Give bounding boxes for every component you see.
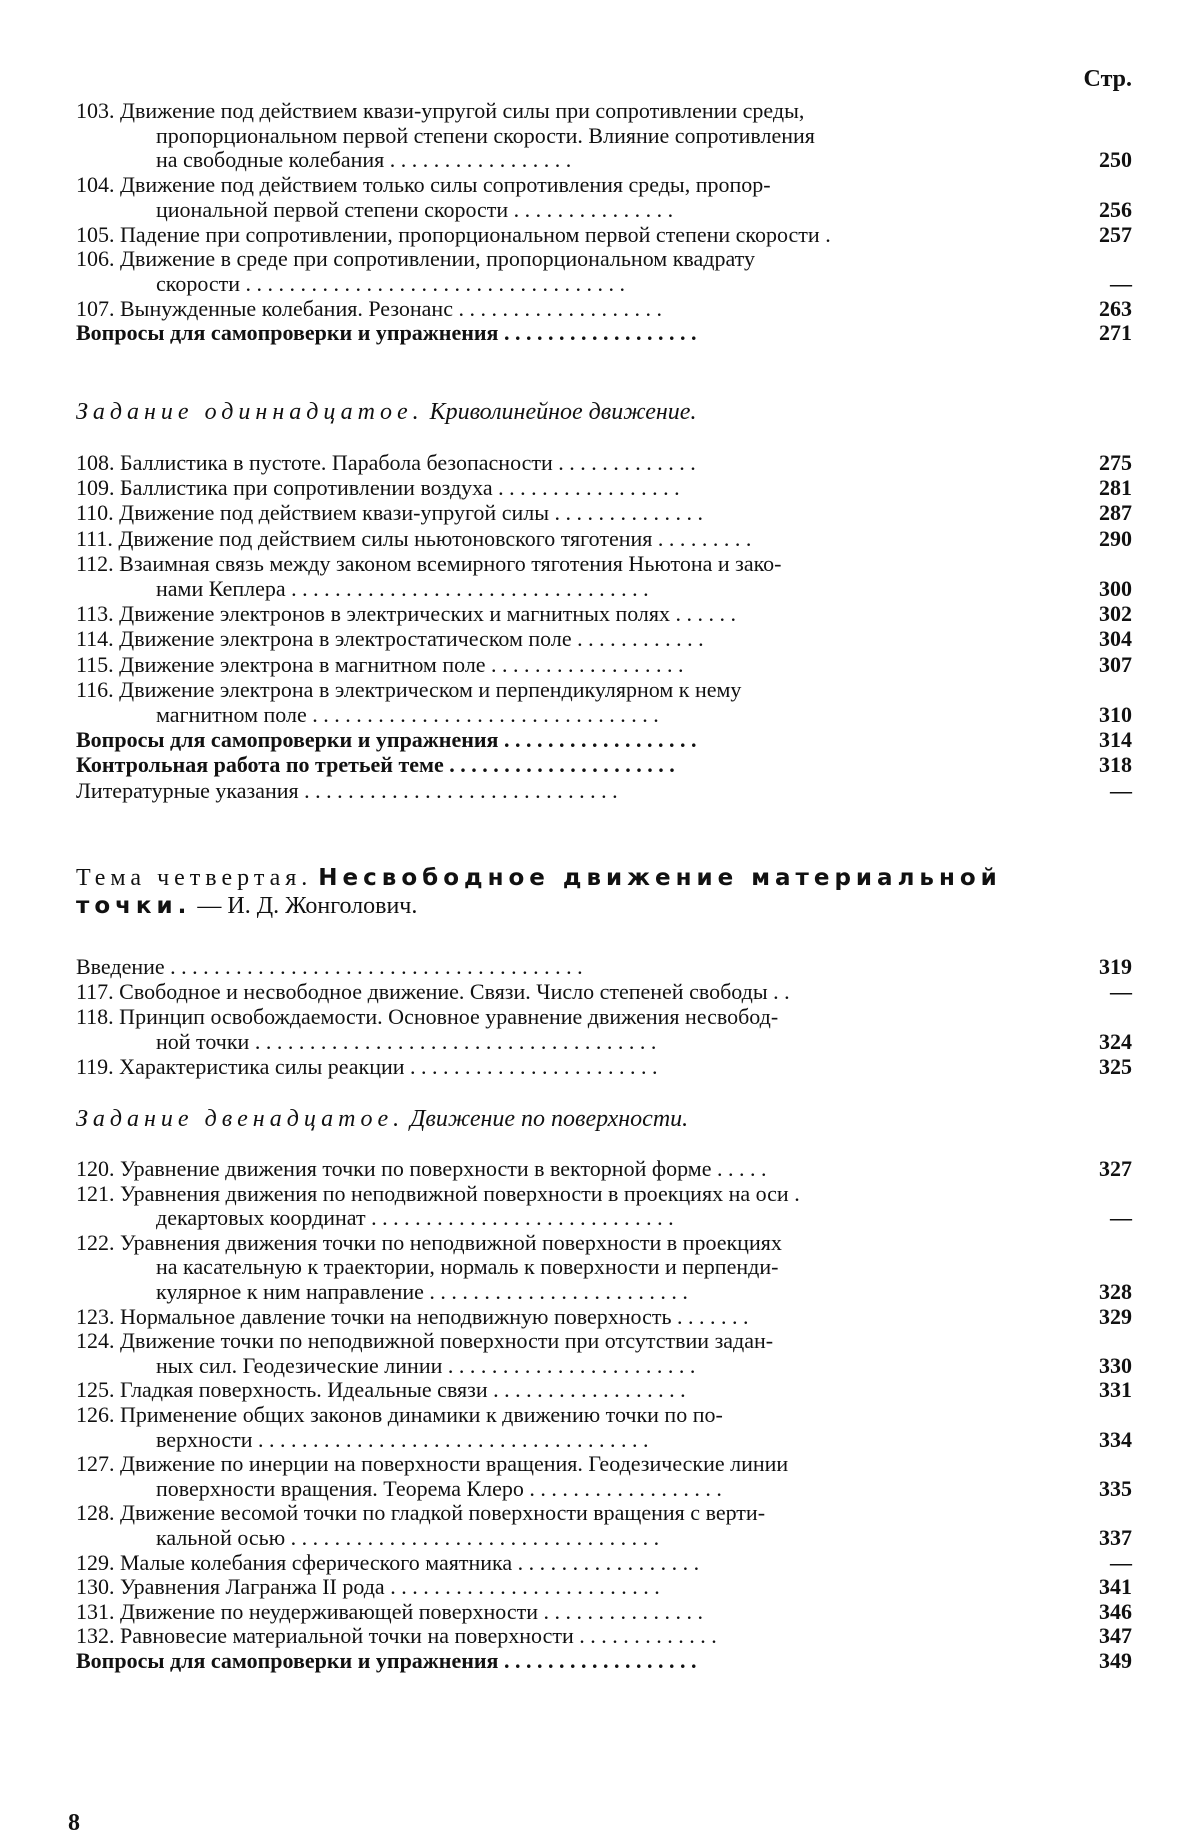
toc-entry-page: 341 bbox=[1099, 1574, 1132, 1600]
toc-entry-text: Литературные указания . . . . . . . . . . . . . . . . . . . . . . . . . . . . . bbox=[76, 777, 618, 803]
toc-entry-text: на касательную к траектории, нормаль к поверхности и перпенди- bbox=[156, 1254, 779, 1280]
toc-entry bbox=[0, 979, 1200, 1005]
toc-entry-page: — bbox=[1110, 1205, 1132, 1231]
theme-label: Тема четвертая. bbox=[76, 865, 313, 891]
toc-entry-text: Вопросы для самопроверки и упражнения . . . . . . . . . . . . . . . . . . bbox=[76, 727, 697, 753]
theme-title-cont: точки. bbox=[76, 893, 192, 919]
toc-entry bbox=[0, 500, 1200, 526]
toc-entry bbox=[0, 1353, 1200, 1379]
toc-entry bbox=[0, 1279, 1200, 1305]
toc-entry-text: 105. Падение при сопротивлении, пропорциональном первой степени скорости . bbox=[76, 221, 831, 247]
toc-entry bbox=[0, 1328, 1200, 1354]
page-column-header: Стр. bbox=[1083, 66, 1132, 92]
toc-entry-text: 109. Баллистика при сопротивлении воздуха . . . . . . . . . . . . . . . . . bbox=[76, 475, 680, 501]
toc-entry-text: 117. Свободное и несвободное движение. Связи. Число степеней свободы . . bbox=[76, 979, 790, 1004]
toc-entry-page: 256 bbox=[1099, 196, 1132, 222]
toc-entry-text: нами Кеплера . . . . . . . . . . . . . . . . . . . . . . . . . . . . . . . . . bbox=[156, 576, 649, 601]
page-number: 8 bbox=[68, 1810, 80, 1836]
toc-entry-page: 304 bbox=[1099, 626, 1132, 652]
toc-entry-page: 302 bbox=[1099, 601, 1132, 627]
toc-entry bbox=[0, 1377, 1200, 1403]
toc-entry bbox=[0, 1156, 1200, 1182]
toc-entry bbox=[0, 222, 1200, 248]
toc-entry-text: 129. Малые колебания сферического маятника . . . . . . . . . . . . . . . . . bbox=[76, 1549, 700, 1575]
toc-entry bbox=[0, 147, 1200, 173]
toc-entry-page: 263 bbox=[1099, 295, 1132, 321]
toc-entry-page: 337 bbox=[1099, 1525, 1132, 1550]
toc-entry-text: кальной осью . . . . . . . . . . . . . . . . . . . . . . . . . . . . . . . . . . bbox=[156, 1525, 660, 1550]
toc-entry bbox=[0, 271, 1200, 297]
toc-entry-text: 126. Применение общих законов динамики к движению точки по по- bbox=[76, 1402, 723, 1427]
toc-entry-text: 103. Движение под действием квази-упругой силы при сопротивлении среды, bbox=[76, 98, 805, 123]
toc-entry-page: 319 bbox=[1099, 954, 1132, 979]
toc-entry bbox=[0, 320, 1200, 346]
toc-entry bbox=[0, 296, 1200, 322]
theme-heading-line2 bbox=[76, 892, 1136, 920]
toc-entry-text: на свободные колебания . . . . . . . . . . . . . . . . . bbox=[156, 147, 572, 173]
toc-entry-page: 307 bbox=[1099, 651, 1132, 677]
toc-entry bbox=[0, 1476, 1200, 1502]
section-title: Движение по поверхности. bbox=[410, 1106, 689, 1132]
toc-entry-page: 290 bbox=[1099, 525, 1132, 551]
toc-entry bbox=[0, 1205, 1200, 1231]
toc-entry bbox=[0, 1402, 1200, 1428]
toc-entry-text: Вопросы для самопроверки и упражнения . . . . . . . . . . . . . . . . . . bbox=[76, 1648, 697, 1673]
toc-entry-text: 121. Уравнения движения по неподвижной поверхности в проекциях на оси . bbox=[76, 1180, 800, 1206]
toc-entry bbox=[0, 1230, 1200, 1256]
toc-entry-text: 132. Равновесие материальной точки на поверхности . . . . . . . . . . . . . bbox=[76, 1623, 717, 1649]
toc-entry bbox=[0, 601, 1200, 627]
toc-entry-text: 111. Движение под действием силы ньютоновского тяготения . . . . . . . . . bbox=[76, 525, 752, 551]
toc-entry bbox=[0, 1451, 1200, 1477]
toc-entry-page: 314 bbox=[1099, 727, 1132, 753]
toc-entry-text: 122. Уравнения движения точки по неподвижной поверхности в проекциях bbox=[76, 1229, 782, 1255]
toc-entry bbox=[0, 652, 1200, 678]
toc-entry-text: 119. Характеристика силы реакции . . . . . . . . . . . . . . . . . . . . . . . bbox=[76, 1054, 658, 1079]
toc-entry bbox=[0, 1525, 1200, 1551]
toc-entry-text: ной точки . . . . . . . . . . . . . . . . . . . . . . . . . . . . . . . . . . . . . bbox=[156, 1029, 657, 1054]
toc-entry bbox=[0, 526, 1200, 552]
toc-entry-page: 335 bbox=[1099, 1475, 1132, 1501]
toc-entry-page: 310 bbox=[1099, 702, 1132, 727]
toc-entry-page: 287 bbox=[1099, 500, 1132, 526]
toc-entry-text: 123. Нормальное давление точки на неподвижную поверхность . . . . . . . bbox=[76, 1303, 749, 1329]
toc-entry-page: 329 bbox=[1099, 1303, 1132, 1329]
toc-entry bbox=[0, 123, 1200, 149]
toc-entry bbox=[0, 1427, 1200, 1453]
toc-entry bbox=[0, 677, 1200, 703]
toc-entry-text: 108. Баллистика в пустоте. Парабола безопасности . . . . . . . . . . . . . bbox=[76, 450, 696, 475]
toc-entry-page: 318 bbox=[1099, 752, 1132, 778]
toc-entry-text: 114. Движение электрона в электростатическом поле . . . . . . . . . . . . bbox=[76, 626, 704, 652]
section-heading-11 bbox=[76, 398, 1136, 426]
toc-entry-page: 327 bbox=[1099, 1156, 1132, 1181]
toc-entry-text: магнитном поле . . . . . . . . . . . . . . . . . . . . . . . . . . . . . . . . bbox=[156, 702, 659, 727]
toc-entry bbox=[0, 475, 1200, 501]
section-heading-12 bbox=[76, 1105, 1136, 1133]
toc-entry bbox=[0, 1623, 1200, 1649]
toc-entry bbox=[0, 1599, 1200, 1625]
toc-entry bbox=[0, 246, 1200, 272]
toc-entry-text: Вопросы для самопроверки и упражнения . . . . . . . . . . . . . . . . . . bbox=[76, 320, 697, 346]
section-prefix: Задание одиннадцатое. bbox=[76, 399, 424, 425]
toc-entry bbox=[0, 1029, 1200, 1055]
toc-entry-text: кулярное к ним направление . . . . . . . . . . . . . . . . . . . . . . . . bbox=[156, 1279, 688, 1304]
toc-entry bbox=[0, 702, 1200, 728]
toc-entry-page: 300 bbox=[1099, 576, 1132, 601]
toc-entry-text: 131. Движение по неудерживающей поверхности . . . . . . . . . . . . . . . bbox=[76, 1598, 704, 1624]
theme-author: — И. Д. Жонголович. bbox=[197, 893, 418, 919]
toc-entry-text: 106. Движение в среде при сопротивлении, пропорциональном квадрату bbox=[76, 246, 755, 272]
toc-entry-page: — bbox=[1110, 270, 1132, 296]
toc-entry-text: Введение . . . . . . . . . . . . . . . . . . . . . . . . . . . . . . . . . . . . . . bbox=[76, 954, 583, 979]
toc-entry-page: 331 bbox=[1099, 1377, 1132, 1403]
toc-entry-page: 325 bbox=[1099, 1054, 1132, 1079]
toc-entry bbox=[0, 450, 1200, 476]
section-prefix: Задание двенадцатое. bbox=[76, 1106, 405, 1132]
toc-entry-text: 130. Уравнения Лагранжа II рода . . . . . . . . . . . . . . . . . . . . . . . . . bbox=[76, 1574, 660, 1600]
toc-entry bbox=[0, 954, 1200, 980]
toc-entry-text: 112. Взаимная связь между законом всемирного тяготения Ньютона и зако- bbox=[76, 550, 782, 576]
toc-entry-text: циональной первой степени скорости . . . . . . . . . . . . . . . bbox=[156, 196, 674, 222]
toc-entry-text: ных сил. Геодезические линии . . . . . . . . . . . . . . . . . . . . . . . bbox=[156, 1352, 696, 1378]
toc-entry-text: 107. Вынужденные колебания. Резонанс . . . . . . . . . . . . . . . . . . . bbox=[76, 295, 662, 321]
toc-entry bbox=[0, 1500, 1200, 1526]
toc-entry-page: — bbox=[1110, 777, 1132, 803]
toc-entry bbox=[0, 172, 1200, 198]
toc-entry-text: Контрольная работа по третьей теме . . . . . . . . . . . . . . . . . . . . . bbox=[76, 752, 675, 778]
toc-entry bbox=[0, 1054, 1200, 1080]
toc-entry bbox=[0, 1574, 1200, 1600]
toc-entry bbox=[0, 98, 1200, 124]
toc-entry-page: 334 bbox=[1099, 1426, 1132, 1452]
toc-entry-text: 104. Движение под действием только силы сопротивления среды, пропор- bbox=[76, 172, 771, 198]
toc-entry-page: 257 bbox=[1099, 221, 1132, 247]
toc-entry-text: 113. Движение электронов в электрических и магнитных полях . . . . . . bbox=[76, 601, 737, 627]
toc-entry bbox=[0, 1648, 1200, 1674]
toc-entry-page: 324 bbox=[1099, 1029, 1132, 1054]
toc-entry bbox=[0, 727, 1200, 753]
toc-entry bbox=[0, 778, 1200, 804]
toc-entry-page: — bbox=[1110, 979, 1132, 1004]
toc-entry-page: 250 bbox=[1099, 147, 1132, 173]
toc-entry bbox=[0, 1304, 1200, 1330]
toc-entry-page: 271 bbox=[1099, 320, 1132, 346]
toc-entry-page: 349 bbox=[1099, 1648, 1132, 1673]
toc-entry-text: 118. Принцип освобождаемости. Основное уравнение движения несвобод- bbox=[76, 1004, 779, 1029]
theme-title: Несвободное движение материальной bbox=[318, 865, 1002, 891]
toc-entry-page: 346 bbox=[1099, 1598, 1132, 1624]
toc-entry-page: 275 bbox=[1099, 450, 1132, 475]
section-title: Криволинейное движение. bbox=[429, 399, 697, 425]
toc-entry bbox=[0, 197, 1200, 223]
toc-entry bbox=[0, 626, 1200, 652]
toc-entry-text: верхности . . . . . . . . . . . . . . . . . . . . . . . . . . . . . . . . . . . . bbox=[156, 1426, 649, 1452]
toc-entry bbox=[0, 1550, 1200, 1576]
toc-entry-page: 330 bbox=[1099, 1352, 1132, 1378]
toc-entry bbox=[0, 1254, 1200, 1280]
toc-entry-page: 281 bbox=[1099, 475, 1132, 501]
toc-entry bbox=[0, 551, 1200, 577]
toc-entry-text: 125. Гладкая поверхность. Идеальные связи . . . . . . . . . . . . . . . . . . bbox=[76, 1377, 686, 1403]
toc-entry-text: пропорциональном первой степени скорости. Влияние сопротивления bbox=[156, 122, 815, 148]
toc-entry-text: 128. Движение весомой точки по гладкой поверхности вращения с верти- bbox=[76, 1500, 766, 1526]
toc-entry-text: 124. Движение точки по неподвижной поверхности при отсутствии задан- bbox=[76, 1328, 774, 1354]
toc-entry-text: 116. Движение электрона в электрическом и перпендикулярном к нему bbox=[76, 676, 742, 702]
toc-entry-text: скорости . . . . . . . . . . . . . . . . . . . . . . . . . . . . . . . . . . . bbox=[156, 270, 626, 296]
toc-entry-text: поверхности вращения. Теорема Клеро . . . . . . . . . . . . . . . . . . bbox=[156, 1475, 722, 1501]
toc-entry bbox=[0, 752, 1200, 778]
toc-entry-text: 115. Движение электрона в магнитном поле . . . . . . . . . . . . . . . . . . bbox=[76, 651, 684, 677]
toc-entry bbox=[0, 1004, 1200, 1030]
toc-entry-page: — bbox=[1110, 1549, 1132, 1575]
toc-entry-text: 110. Движение под действием квази-упругой силы . . . . . . . . . . . . . . bbox=[76, 500, 703, 526]
theme-heading bbox=[76, 864, 1136, 892]
toc-entry-page: 347 bbox=[1099, 1623, 1132, 1649]
toc-entry-page: 328 bbox=[1099, 1279, 1132, 1304]
toc-entry-text: 127. Движение по инерции на поверхности вращения. Геодезические линии bbox=[76, 1451, 789, 1477]
toc-entry-text: декартовых координат . . . . . . . . . . . . . . . . . . . . . . . . . . . . bbox=[156, 1205, 674, 1231]
toc-entry bbox=[0, 576, 1200, 602]
toc-entry bbox=[0, 1181, 1200, 1207]
toc-entry-text: 120. Уравнение движения точки по поверхности в векторной форме . . . . . bbox=[76, 1156, 767, 1181]
